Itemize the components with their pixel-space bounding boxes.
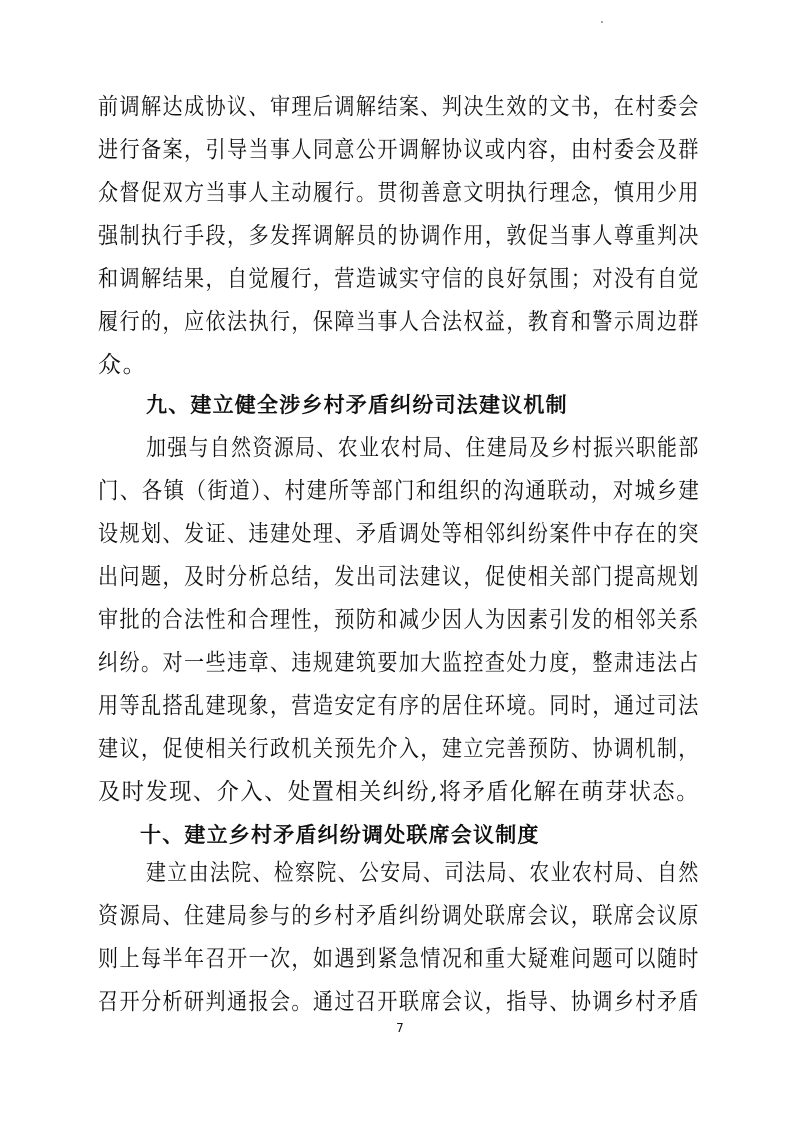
page-number: 7 [396,1021,404,1035]
paragraph-line: 加强与自然资源局、农业农村局、住建局及乡村振兴职能部 [146,435,700,461]
section-heading-10: 十、建立乡村矛盾纠纷调处联席会议制度 [140,823,540,847]
paragraph-line: 众督促双方当事人主动履行。贯彻善意文明执行理念，慎用少用 [98,180,700,206]
paragraph-line: 和调解结果，自觉履行，营造诚实守信的良好氛围；对没有自觉 [98,266,700,292]
paragraph-line: 召开分析研判通报会。通过召开联席会议，指导、协调乡村矛盾 [98,989,700,1015]
paragraph-line: 履行的，应依法执行，保障当事人合法权益，教育和警示周边群 [98,309,700,335]
paragraph-line: 用等乱搭乱建现象，营造安定有序的居住环境。同时，通过司法 [98,693,700,719]
paragraph-line: 资源局、住建局参与的乡村矛盾纠纷调处联席会议，联席会议原 [98,903,700,929]
scan-speck [601,21,603,23]
paragraph-line: 强制执行手段，多发挥调解员的协调作用，敦促当事人尊重判决 [98,223,700,249]
paragraph-line: 前调解达成协议、审理后调解结案、判决生效的文书，在村委会 [98,94,700,120]
section-heading-9: 九、建立健全涉乡村矛盾纠纷司法建议机制 [146,393,568,417]
paragraph-line: 出问题，及时分析总结，发出司法建议，促使相关部门提高规划 [98,564,700,590]
paragraph-line: 审批的合法性和合理性，预防和减少因人为因素引发的相邻关系 [98,607,700,633]
paragraph-line: 门、各镇（街道）、村建所等部门和组织的沟通联动，对城乡建 [98,478,701,504]
paragraph-line: 众。 [98,352,148,378]
paragraph-line: 建立由法院、检察院、公安局、司法局、农业农村局、自然 [146,860,700,886]
paragraph-line: 纠纷。对一些违章、违规建筑要加大监控查处力度，整肃违法占 [98,650,700,676]
paragraph-line: 进行备案，引导当事人同意公开调解协议或内容，由村委会及群 [98,137,700,163]
paragraph-line: 则上每半年召开一次，如遇到紧急情况和重大疑难问题可以随时 [98,946,700,972]
paragraph-line: 设规划、发证、违建处理、矛盾调处等相邻纠纷案件中存在的突 [98,521,700,547]
paragraph-line: 及时发现、介入、处置相关纠纷,将矛盾化解在萌芽状态。 [98,779,700,805]
paragraph-line: 建议，促使相关行政机关预先介入，建立完善预防、协调机制， [98,736,700,762]
